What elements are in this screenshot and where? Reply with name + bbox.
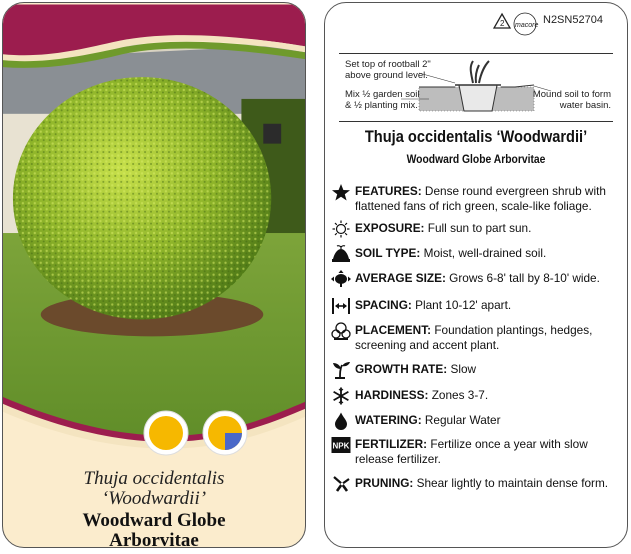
snowflake-icon: [331, 387, 351, 405]
attr-watering: WATERING: Regular Water: [331, 413, 621, 430]
attr-average-size: AVERAGE SIZE: Grows 6-8' tall by 8-10' wide.: [331, 271, 621, 288]
plant-photo: [3, 3, 305, 473]
front-name-block: [3, 469, 305, 548]
divider-top: [339, 53, 613, 54]
attr-growth-rate: GROWTH RATE: Slow: [331, 362, 621, 379]
divider-diagram: [339, 121, 613, 122]
planting-label-right: Mound soil to form water basin.: [532, 89, 611, 111]
planting-label-left: Mix ½ garden soil & ½ planting mix.: [345, 89, 420, 111]
sku-code: N2SN52704: [543, 14, 603, 26]
svg-text:NPK: NPK: [332, 441, 350, 451]
attr-hardiness: HARDINESS: Zones 3-7.: [331, 388, 621, 405]
attr-spacing: SPACING: Plant 10-12' apart.: [331, 298, 621, 315]
recycle-logo-icon: [493, 12, 541, 36]
plant-tag-back: [324, 2, 628, 548]
placement-icon: [331, 322, 351, 340]
attr-pruning: PRUNING: Shear lightly to maintain dense form.: [331, 476, 621, 493]
pruning-shears-icon: [331, 475, 351, 493]
attr-fertilizer: NPK FERTILIZER: Fertilize once a year with slow release fertilizer.: [332, 437, 588, 466]
attr-soil-type: SOIL TYPE: Moist, well-drained soil.: [331, 246, 621, 263]
common-name-line1: Woodward Globe: [82, 510, 226, 531]
full-sun-icon: [143, 410, 189, 456]
attr-features: FEATURES: Dense round evergreen shrub with flattened fans of rich green, scale-like foliage.: [331, 184, 621, 213]
back-subtitle: Woodward Globe Arborvitae: [406, 152, 546, 166]
part-sun-icon: [202, 410, 248, 456]
npk-icon: [331, 436, 351, 454]
size-icon: [331, 270, 351, 288]
botanical-name-line1: Thuja occidentalis: [83, 468, 225, 489]
back-title: Thuja occidentalis ‘Woodwardii’: [364, 127, 588, 146]
sprout-icon: [331, 361, 351, 379]
spacing-icon: [331, 297, 351, 315]
water-drop-icon: [331, 412, 351, 430]
soil-icon: [331, 245, 351, 263]
common-name-line2: Arborvitae: [109, 530, 199, 548]
attr-exposure: EXPOSURE: Full sun to part sun.: [331, 221, 621, 238]
star-icon: [331, 183, 351, 201]
svg-text:macore: macore: [515, 22, 539, 29]
botanical-name-line2: ‘Woodwardii’: [101, 488, 207, 509]
planting-label-top: Set top of rootball 2" above ground level.: [345, 59, 431, 81]
plant-tag-front: [2, 2, 306, 548]
sun-icon: [331, 220, 351, 238]
attr-placement: PLACEMENT: Foundation plantings, hedges, screening and accent plant.: [331, 323, 621, 352]
svg-text:2: 2: [500, 19, 505, 28]
